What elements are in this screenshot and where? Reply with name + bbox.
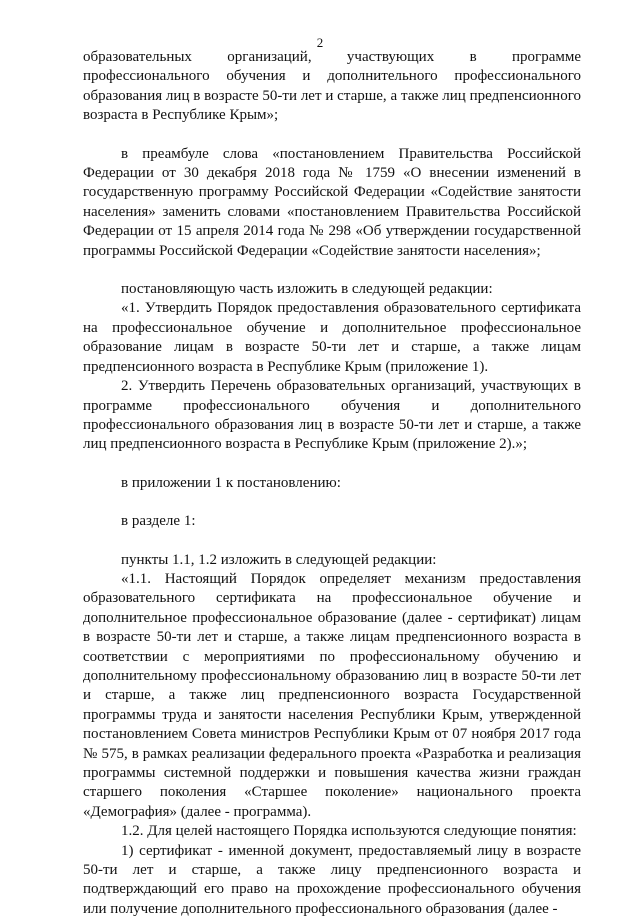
paragraph-item-1: «1. Утвердить Порядок предоставления образовательного сертификата на профессиональное обучение и дополнительное профессиональное образование лицам в возрасте 50-ти лет и старше, а также лицам предпенсионного возраста в Республике Крым (приложение 1). — [83, 300, 581, 375]
paragraph-points-intro: пункты 1.1, 1.2 изложить в следующей редакции: — [121, 551, 437, 568]
paragraph-item-2: 2. Утвердить Перечень образовательных организаций, участвующих в программе профессионального обучения и дополнительного профессионального образования лиц в возрасте 50-ти лет и старше, а также лиц предпенсионного возраста в Республике Крым (приложение 2).»; — [83, 378, 581, 453]
paragraph-point-1-1: «1.1. Настоящий Порядок определяет механизм предоставления образовательного сертификата на профессиональное обучение и дополнительное профессиональное образование (далее - сертификат) лицам в возрасте 50-ти лет и старше, а также лицам предпенсионного возраста в соответствии с мероприятиями по профессиональному обучению и дополнительному профессиональному образованию лиц в возрасте 50-ти лет и старше, а также лиц предпенсионного возраста Государственной программы труда и занятости населения Республики Крым, утвержденной постановлением Совета министров Республики Крым от 07 ноября 2017 года № 575, в рамках реализации федерального проекта «Разработка и реализация программы системной поддержки и повышения качества жизни граждан старшего поколения «Старшее поколение» национального проекта «Демография» (далее - программа). — [83, 570, 581, 820]
paragraph-operative-part: постановляющую часть изложить в следующей редакции: — [121, 281, 493, 298]
paragraph-continuation: образовательных организаций, участвующих в программе профессионального обучения и дополнительного профессионального образования лиц в возрасте 50-ти лет и старше, а также лиц предпенсионного возраста в Республике Крым»; — [83, 49, 581, 124]
paragraph-section-1: в разделе 1: — [121, 513, 196, 530]
document-body — [83, 48, 581, 919]
paragraph-definition-1: 1) сертификат - именной документ, предоставляемый лицу в возрасте 50-ти лет и старше, а также лицу предпенсионного возраста и подтверждающий его право на прохождение профессионального обучения или получение дополнительного профессионального образования (далее - — [83, 842, 581, 917]
paragraph-preamble-amendment: в преамбуле слова «постановлением Правительства Российской Федерации от 30 декабря 2018 года № 1759 «О внесении изменений в государственную программу Российской Федерации «Содействие занятости населения» заменить словами «постановлением Правительства Российской Федерации от 15 апреля 2014 года № 298 «Об утверждении государственной программы Российской Федерации «Содействие занятости населения»; — [83, 145, 581, 259]
paragraph-point-1-2: 1.2. Для целей настоящего Порядка используются следующие понятия: — [121, 823, 577, 840]
page-number: 2 — [316, 35, 324, 50]
paragraph-appendix-1: в приложении 1 к постановлению: — [121, 474, 341, 491]
